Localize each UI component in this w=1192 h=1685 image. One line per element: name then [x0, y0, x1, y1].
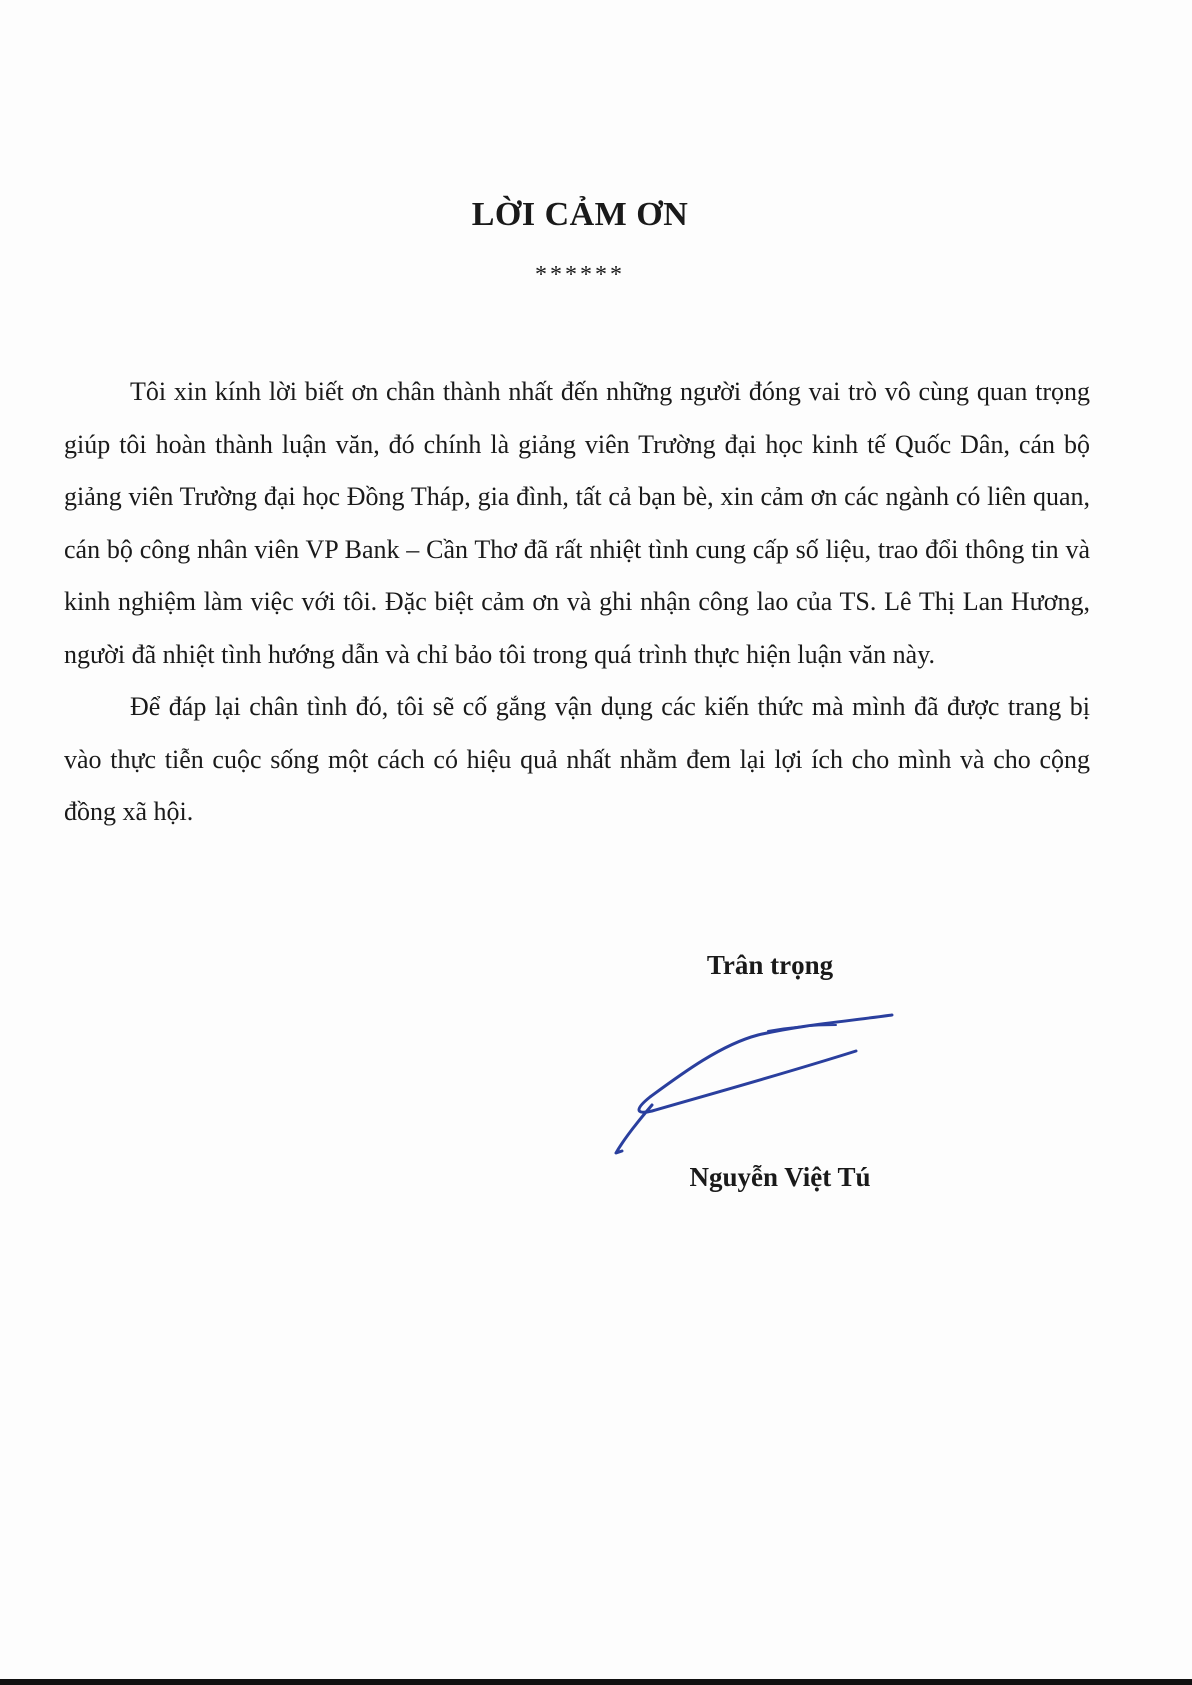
scan-bottom-edge	[0, 1679, 1192, 1685]
paragraph-2: Để đáp lại chân tình đó, tôi sẽ cố gắng vận dụng các kiến thức mà mình đã được trang bị vào thực tiễn cuộc sống một cách có hiệu quả nhất nhằm đem lại lợi ích cho mình và cho cộng đồng xã hội.	[64, 692, 1090, 826]
title-separator: ******	[535, 262, 625, 288]
signer-name: Nguyễn Việt Tú	[689, 1162, 871, 1192]
page-title: LỜI CẢM ƠN	[471, 196, 689, 233]
closing-phrase: Trân trọng	[706, 950, 834, 980]
paragraph-1: Tôi xin kính lời biết ơn chân thành nhất đến những người đóng vai trò vô cùng quan trọng giúp tôi hoàn thành luận văn, đó chính là giảng viên Trường đại học kinh tế Quốc Dân, cán bộ giảng viên Trường đại học Đồng Tháp, gia đình, tất cả bạn bè, xin cảm ơn các ngành có liên quan, cán bộ công nhân viên VP Bank – Cần Thơ đã rất nhiệt tình cung cấp số liệu, trao đổi thông tin và kinh nghiệm làm việc với tôi. Đặc biệt cảm ơn và ghi nhận công lao của TS. Lê Thị Lan Hương, người đã nhiệt tình hướng dẫn và chỉ bảo tôi trong quá trình thực hiện luận văn này.	[64, 377, 1090, 669]
acknowledgement-body	[64, 366, 1090, 839]
handwritten-signature	[600, 1005, 900, 1165]
